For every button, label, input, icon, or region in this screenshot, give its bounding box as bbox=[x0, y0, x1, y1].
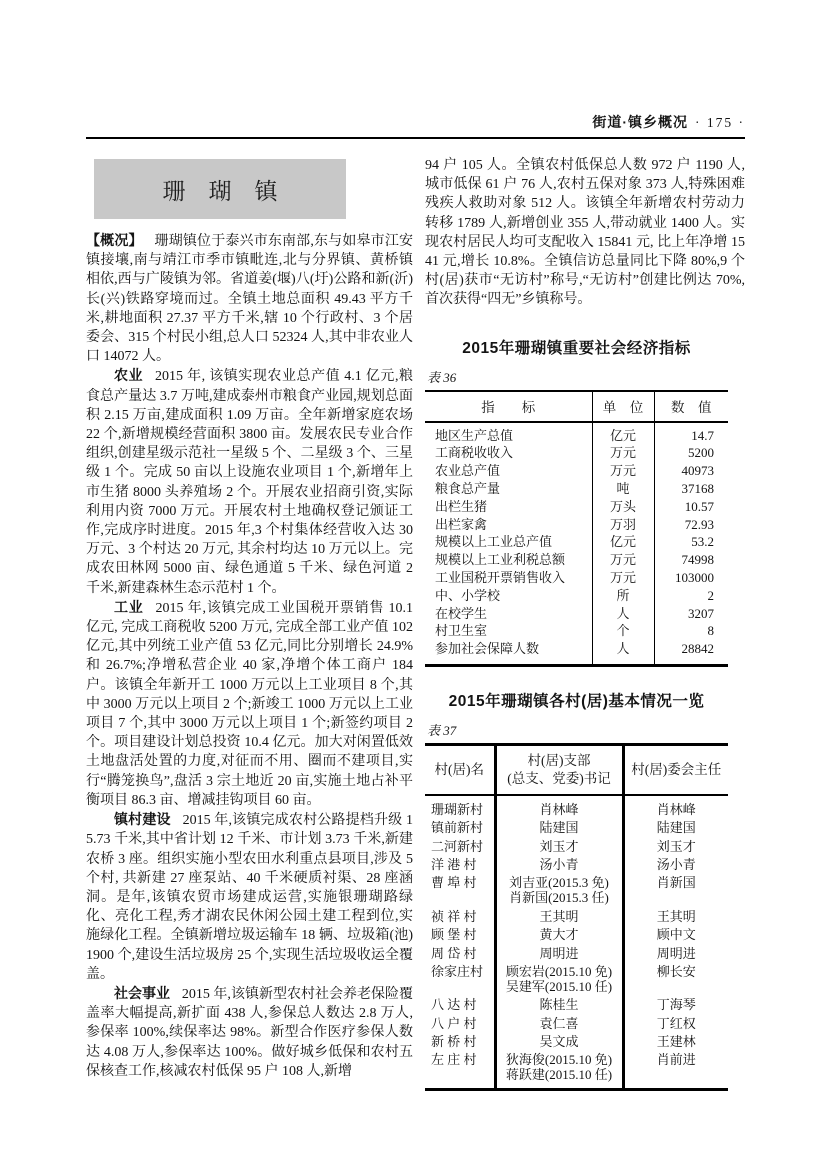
social-affairs-lead: 社会事业 bbox=[114, 984, 171, 1001]
table-cell: 40973 bbox=[681, 463, 714, 479]
table-cell: 肖前进 bbox=[656, 1052, 696, 1068]
table-cell: 柳长安 bbox=[656, 963, 696, 979]
table-cell: 72.93 bbox=[684, 516, 714, 532]
page-number-dot-right: · bbox=[738, 115, 745, 130]
table-cell: 参加社会保障人数 bbox=[425, 641, 592, 666]
table-cell: 祯 祥 村 bbox=[425, 907, 495, 925]
table-cell: 刘吉亚(2015.3 免) 肖新国(2015.3 任) bbox=[495, 874, 623, 907]
table-cell: 新 桥 村 bbox=[425, 1032, 495, 1050]
table-row bbox=[425, 907, 728, 925]
table36-header-indicator: 指 标 bbox=[425, 391, 592, 422]
overview-text: 珊瑚镇位于泰兴市东南部,东与如皋市江安镇接壤,南与靖江市季市镇毗连,北与分界镇、黄桥镇相依,西与广陵镇为邻。省道姜(堰)八(圩)公路和新(沂)长(兴)铁路穿境而过。全镇土地总面积 49.43 平方千米,耕地面积 27.37 平方千米,辖 10 个行政村、3 个居委会、315 个村民小组,总人口 52324 人,其中非农业人口 14072 人。 bbox=[86, 234, 413, 365]
table-row bbox=[425, 623, 728, 641]
table36-title: 2015年珊瑚镇重要社会经济指标 bbox=[462, 339, 691, 357]
town-construction-lead: 镇村建设 bbox=[114, 811, 171, 828]
table-cell: 吴文成 bbox=[495, 1032, 623, 1050]
table-row bbox=[425, 962, 728, 995]
table-cell: 陆建国 bbox=[495, 819, 623, 837]
table-row bbox=[425, 498, 728, 516]
table-cell: 万元 bbox=[592, 552, 654, 570]
table-cell: 28842 bbox=[681, 641, 714, 657]
table-row bbox=[425, 516, 728, 534]
table-row bbox=[425, 445, 728, 463]
table-cell: 中、小学校 bbox=[425, 587, 592, 605]
table-cell: 珊瑚新村 bbox=[425, 795, 495, 819]
table-cell: 吨 bbox=[592, 481, 654, 499]
continuation-paragraph: 94 户 105 人。全镇农村低保总人数 972 户 1190 人,城市低保 61 户 76 人,农村五保对象 373 人,特殊困难残疾人救助对象 512 人。该镇全年新增农村劳动力转移 1789 人,新增创业 355 人,带动就业 1400 人。实现农村居民人均可支配收入 15841 元, 比上年净增 1541 元,增长 10.8%。全镇信访总量同比下降 80%,9 个村(居)获市“无访村”称号,“无访村”创建比例达 70%,首次获得“四无”乡镇称号。 bbox=[425, 158, 745, 308]
table36-label: 表 36 bbox=[427, 369, 457, 385]
table-cell: 村卫生室 bbox=[425, 623, 592, 641]
table-cell: 出栏家禽 bbox=[425, 516, 592, 534]
table-cell: 周明进 bbox=[656, 945, 696, 961]
table-row bbox=[425, 587, 728, 605]
table-row bbox=[425, 996, 728, 1014]
table-cell: 农业总产值 bbox=[425, 463, 592, 481]
table-cell: 顾中文 bbox=[656, 927, 696, 943]
page-content bbox=[86, 112, 745, 1091]
table37-header-village: 村(居)名 bbox=[425, 744, 495, 795]
table-cell: 刘玉才 bbox=[656, 838, 696, 854]
table-cell: 王建林 bbox=[656, 1034, 696, 1050]
table-cell: 粮食总产量 bbox=[425, 481, 592, 499]
industry-paragraph bbox=[86, 598, 413, 810]
page-number-value: 175 bbox=[706, 115, 734, 130]
table-cell: 丁海琴 bbox=[656, 997, 696, 1013]
table-cell: 人 bbox=[592, 605, 654, 623]
table-cell: 10.57 bbox=[684, 498, 714, 514]
industry-lead: 工业 bbox=[114, 598, 144, 615]
villages-table bbox=[425, 743, 728, 1092]
table-cell: 八 户 村 bbox=[425, 1014, 495, 1032]
agriculture-paragraph bbox=[86, 366, 413, 597]
table-row bbox=[425, 605, 728, 623]
table-cell: 万羽 bbox=[592, 516, 654, 534]
social-affairs-text: 2015 年,该镇新型农村社会养老保险覆盖率大幅提高,新扩面 438 人,参保总人数达 2.8 万人,参保率 100%,续保率达 98%。新型合作医疗参保人数达 4.08 万人,参保率达 100%。做好城乡低保和农村五保核查工作,核减农村低保 95 户 108 人,新增 bbox=[86, 986, 414, 1079]
table-cell: 刘玉才 bbox=[495, 837, 623, 855]
economic-indicators-table bbox=[425, 390, 728, 667]
table-cell: 出栏生猪 bbox=[425, 498, 592, 516]
table-cell: 陆建国 bbox=[656, 820, 696, 836]
table-cell: 周 岱 村 bbox=[425, 944, 495, 962]
social-affairs-paragraph bbox=[86, 984, 413, 1081]
table-cell: 人 bbox=[592, 641, 654, 666]
table-cell: 地区生产总值 bbox=[425, 422, 592, 445]
table-cell: 王其明 bbox=[656, 908, 696, 924]
table-cell: 在校学生 bbox=[425, 605, 592, 623]
table36-header-row bbox=[425, 391, 728, 422]
table-cell: 徐家庄村 bbox=[425, 962, 495, 995]
table-row bbox=[425, 552, 728, 570]
table-cell: 万元 bbox=[592, 463, 654, 481]
table-cell: 左 庄 村 bbox=[425, 1051, 495, 1090]
table-cell: 洋 港 村 bbox=[425, 855, 495, 873]
table-row bbox=[425, 641, 728, 666]
table-row bbox=[425, 422, 728, 445]
table-cell: 汤小青 bbox=[495, 855, 623, 873]
overview-lead: 【概况】 bbox=[86, 232, 143, 248]
table-cell: 八 达 村 bbox=[425, 996, 495, 1014]
table37-label: 表 37 bbox=[427, 722, 457, 738]
table-cell: 万头 bbox=[592, 498, 654, 516]
header-rule bbox=[86, 137, 745, 139]
table36-body bbox=[425, 422, 728, 666]
table-cell: 二河新村 bbox=[425, 837, 495, 855]
table-row bbox=[425, 534, 728, 552]
page-number bbox=[695, 115, 745, 131]
industry-text: 2015 年,该镇完成工业国税开票销售 10.1 亿元, 完成工商税收 5200 万元, 完成全部工业产值 102 亿元,其中列统工业产值 53 亿元,同比分别增长 24.9%和 26.7%;净增私营企业 40 家,净增个体工商户 184 户。该镇全年新开工 1000 万元以上工业项目 8 个,其中 3000 万元以上项目 2 个;新竣工 1000 万元以上工业项目 7 个,其中 3000 万元以上项目 1 个;新签约项目 2 个。项目建设计划总投资 10.4 亿元。加大对闲置低效土地盘活处置的力度,对征而不用、圈而不建项目,实行“腾笼换鸟”,盘活 3 宗土地近 20 亩,实施土地占补平衡项目 86.3 亩、增减挂钩项目 60 亩。 bbox=[86, 600, 414, 808]
table-row bbox=[425, 855, 728, 873]
town-title-box bbox=[94, 159, 346, 219]
table-row bbox=[425, 837, 728, 855]
table-cell: 所 bbox=[592, 587, 654, 605]
table-cell: 规模以上工业利税总额 bbox=[425, 552, 592, 570]
table-row bbox=[425, 481, 728, 499]
table-cell: 顾宏岩(2015.10 免) 吴建军(2015.10 任) bbox=[495, 962, 623, 995]
table-cell: 14.7 bbox=[691, 427, 714, 443]
table-cell: 工商税收收入 bbox=[425, 445, 592, 463]
table-cell: 狄海俊(2015.10 免) 蒋跃建(2015.10 任) bbox=[495, 1051, 623, 1090]
table-cell: 肖林峰 bbox=[495, 795, 623, 819]
table-cell: 74998 bbox=[681, 552, 714, 568]
page-number-dot-left: · bbox=[695, 115, 702, 130]
table-row bbox=[425, 1051, 728, 1090]
table37-header-director: 村(居)委会主任 bbox=[623, 744, 728, 795]
left-column bbox=[86, 156, 413, 1091]
table-row bbox=[425, 926, 728, 944]
two-column-layout bbox=[86, 156, 745, 1091]
villages-table-block bbox=[425, 689, 728, 1092]
table-row bbox=[425, 795, 728, 819]
table-cell: 肖新国 bbox=[656, 875, 696, 891]
table-row bbox=[425, 570, 728, 588]
table-cell: 曹 埠 村 bbox=[425, 874, 495, 907]
table37-header-row bbox=[425, 744, 728, 795]
table-cell: 53.2 bbox=[691, 534, 714, 550]
table-cell: 万元 bbox=[592, 570, 654, 588]
table36-header-unit: 单 位 bbox=[592, 391, 654, 422]
table-cell: 103000 bbox=[675, 570, 714, 585]
table-cell: 37168 bbox=[681, 481, 714, 497]
table-cell: 镇前新村 bbox=[425, 819, 495, 837]
table36-header bbox=[425, 391, 728, 422]
table37-header bbox=[425, 744, 728, 795]
agriculture-text: 2015 年, 该镇实现农业总产值 4.1 亿元,粮食总产量达 3.7 万吨,建成泰州市粮食产业园,规划总面积 2.15 万亩,建成面积 1.09 万亩。全年新增家庭农场 22 个,新增规模经营面积 3800 亩。发展农民专业合作组织,创建星级示范社一星级 5 个、二星级 3 个、三星级 1 个。完成 50 亩以上设施农业项目 1 个,新增年上市生猪 8000 头养殖场 2 个。开展农业招商引资,实际利用内资 7000 万元。开展农村土地确权登记颁证工作,完成序时进度。2015 年,3 个村集体经营收入达 30 万元、3 个村达 20 万元, 其余村均达 10 万元以上。完成农田林网 5000 亩、绿色通道 5 千米、绿色河道 2 千米,新建森林生态示范村 1 个。 bbox=[86, 369, 414, 596]
table-row bbox=[425, 1032, 728, 1050]
table-row bbox=[425, 463, 728, 481]
table-cell: 规模以上工业总产值 bbox=[425, 534, 592, 552]
table37-header-secretary: 村(居)支部 (总支、党委)书记 bbox=[495, 744, 623, 795]
right-column bbox=[425, 156, 745, 1091]
table-row bbox=[425, 1014, 728, 1032]
table-cell: 顾 堡 村 bbox=[425, 926, 495, 944]
table-row bbox=[425, 874, 728, 907]
table-row bbox=[425, 819, 728, 837]
table-cell: 王其明 bbox=[495, 907, 623, 925]
running-head: 街道·镇乡概况 bbox=[592, 114, 688, 130]
town-construction-text: 2015 年,该镇完成农村公路提档升级 15.73 千米,其中省计划 12 千米、市计划 3.73 千米,新建农桥 3 座。组织实施小型农田水利重点县项目,涉及 5 个村, 共新建 27 座泵站、40 千米硬质衬渠、28 座涵洞。是年,该镇农贸市场建成运营,实施银珊瑚路绿化、亮化工程,秀才湖农民休闲公园土建工程到位,实施绿化工程。全镇新增垃圾运输车 18 辆、垃圾箱(池)1900 个,建设生活垃圾房 25 个,实现生活垃圾收运全覆盖。 bbox=[86, 813, 414, 982]
table-cell: 黄大才 bbox=[495, 926, 623, 944]
table36-header-value: 数 值 bbox=[654, 391, 728, 422]
table-cell: 亿元 bbox=[592, 422, 654, 445]
economic-indicators-table-block bbox=[425, 336, 728, 667]
table-cell: 袁仁喜 bbox=[495, 1014, 623, 1032]
table-cell: 汤小青 bbox=[656, 857, 696, 873]
table-cell: 3207 bbox=[688, 605, 714, 621]
table37-body bbox=[425, 795, 728, 1090]
table-cell: 陈桂生 bbox=[495, 996, 623, 1014]
table37-title: 2015年珊瑚镇各村(居)基本情况一览 bbox=[448, 692, 705, 710]
table-cell: 工业国税开票销售收入 bbox=[425, 570, 592, 588]
running-head-row bbox=[86, 112, 745, 137]
town-title: 珊 瑚 镇 bbox=[162, 178, 278, 204]
table-cell: 8 bbox=[707, 623, 714, 639]
table-cell: 5200 bbox=[688, 445, 714, 461]
agriculture-lead: 农业 bbox=[114, 367, 144, 384]
table-cell: 个 bbox=[592, 623, 654, 641]
table-row bbox=[425, 944, 728, 962]
town-construction-paragraph bbox=[86, 810, 413, 984]
table-cell: 周明进 bbox=[495, 944, 623, 962]
overview-paragraph bbox=[86, 231, 413, 366]
table-cell: 肖林峰 bbox=[656, 801, 696, 817]
table-cell: 亿元 bbox=[592, 534, 654, 552]
table-cell: 2 bbox=[707, 587, 714, 603]
table-cell: 丁红权 bbox=[656, 1015, 696, 1031]
table-cell: 万元 bbox=[592, 445, 654, 463]
